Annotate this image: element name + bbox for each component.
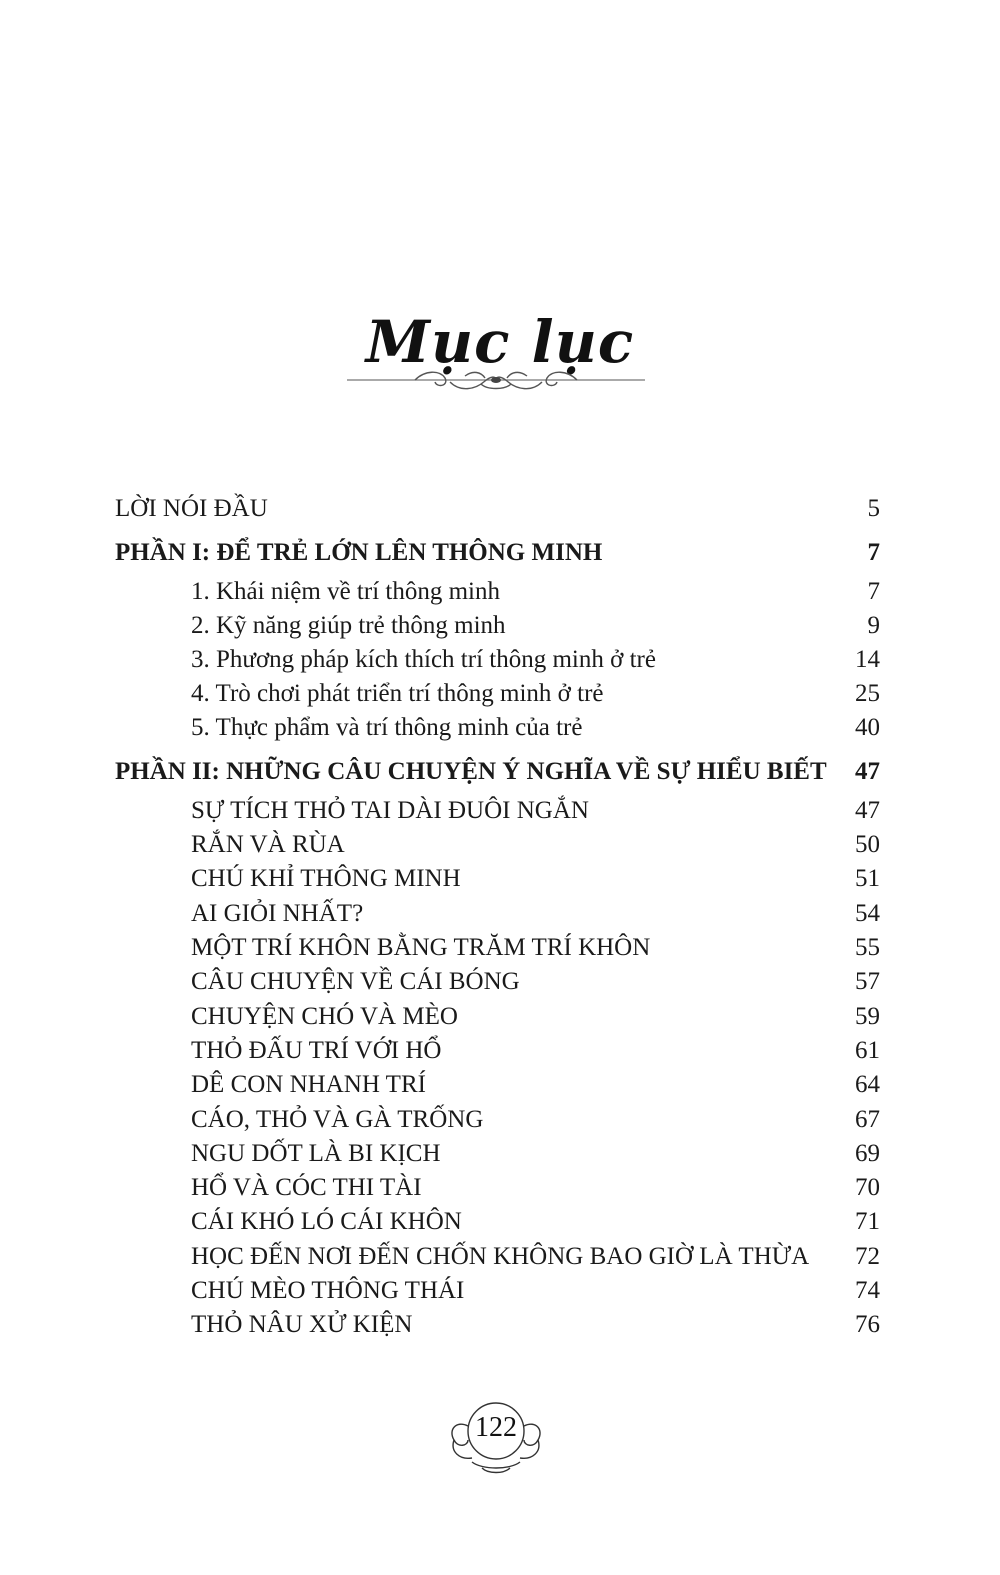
toc-entry-label: CHÚ MÈO THÔNG THÁI xyxy=(191,1277,465,1304)
toc-item-row[interactable] xyxy=(0,1240,1000,1274)
toc-item-row[interactable] xyxy=(0,1000,1000,1034)
toc-item-row[interactable] xyxy=(0,828,1000,862)
page-number: 122 xyxy=(475,1412,517,1443)
toc-page-number: 25 xyxy=(855,680,880,707)
toc-page-number: 55 xyxy=(855,934,880,961)
toc-item-row[interactable] xyxy=(0,931,1000,965)
toc-page-number: 50 xyxy=(855,831,880,858)
toc-page-number: 70 xyxy=(855,1174,880,1201)
toc-item-row[interactable] xyxy=(0,1171,1000,1205)
toc-page-number: 51 xyxy=(855,865,880,892)
toc-front-row[interactable] xyxy=(0,492,1000,526)
toc-entry-label: CHÚ KHỈ THÔNG MINH xyxy=(191,865,461,892)
toc-page-number: 76 xyxy=(855,1311,880,1338)
toc-part1-heading[interactable] xyxy=(0,536,1000,570)
toc-item-row[interactable] xyxy=(0,711,1000,745)
toc-item-row[interactable] xyxy=(0,1068,1000,1102)
page-title: Mục lục xyxy=(365,308,635,376)
toc-part-label: PHẦN I: ĐỂ TRẺ LỚN LÊN THÔNG MINH xyxy=(115,539,603,566)
toc-page-number: 69 xyxy=(855,1140,880,1167)
toc-page-number: 47 xyxy=(855,797,880,824)
toc-part-label: PHẦN II: NHỮNG CÂU CHUYỆN Ý NGHĨA VỀ SỰ HIỂU BIẾT xyxy=(115,758,827,785)
toc-page-number: 61 xyxy=(855,1037,880,1064)
toc-entry-label: 1. Khái niệm về trí thông minh xyxy=(191,578,500,605)
toc-entry-label: 3. Phương pháp kích thích trí thông minh ở trẻ xyxy=(191,646,656,673)
toc-item-row[interactable] xyxy=(0,897,1000,931)
toc-entry-label: RẮN VÀ RÙA xyxy=(191,831,345,858)
toc-page-number: 9 xyxy=(867,612,880,639)
toc-entry-label: LỜI NÓI ĐẦU xyxy=(115,495,268,522)
toc-item-row[interactable] xyxy=(0,677,1000,711)
toc-page-number: 57 xyxy=(855,968,880,995)
toc-entry-label: 2. Kỹ năng giúp trẻ thông minh xyxy=(191,612,506,639)
toc-item-row[interactable] xyxy=(0,1034,1000,1068)
toc-entry-label: MỘT TRÍ KHÔN BẰNG TRĂM TRÍ KHÔN xyxy=(191,934,651,961)
toc-page-number: 54 xyxy=(855,900,880,927)
toc-entry-label: CÂU CHUYỆN VỀ CÁI BÓNG xyxy=(191,968,520,995)
toc-item-row[interactable] xyxy=(0,794,1000,828)
toc-entry-label: SỰ TÍCH THỎ TAI DÀI ĐUÔI NGẮN xyxy=(191,797,589,824)
toc-item-row[interactable] xyxy=(0,965,1000,999)
toc-item-row[interactable] xyxy=(0,862,1000,896)
toc-page-number: 47 xyxy=(855,758,880,785)
toc-item-row[interactable] xyxy=(0,643,1000,677)
toc-item-row[interactable] xyxy=(0,1274,1000,1308)
toc-entry-label: AI GIỎI NHẤT? xyxy=(191,900,364,927)
toc-item-row[interactable] xyxy=(0,1103,1000,1137)
toc-entry-label: CÁO, THỎ VÀ GÀ TRỐNG xyxy=(191,1106,484,1133)
toc-page-number: 67 xyxy=(855,1106,880,1133)
toc-page-number: 64 xyxy=(855,1071,880,1098)
toc-item-row[interactable] xyxy=(0,1205,1000,1239)
toc-entry-label: HỔ VÀ CÓC THI TÀI xyxy=(191,1174,422,1201)
toc-item-row[interactable] xyxy=(0,1308,1000,1342)
toc-entry-label: 4. Trò chơi phát triển trí thông minh ở trẻ xyxy=(191,680,604,707)
toc-page-number: 5 xyxy=(867,495,880,522)
toc-entry-label: CÁI KHÓ LÓ CÁI KHÔN xyxy=(191,1208,462,1235)
toc-entry-label: THỎ ĐẤU TRÍ VỚI HỔ xyxy=(191,1037,442,1064)
toc-page-number: 72 xyxy=(855,1243,880,1270)
toc-entry-label: DÊ CON NHANH TRÍ xyxy=(191,1071,426,1098)
toc-page-number: 74 xyxy=(855,1277,880,1304)
toc-entry-label: 5. Thực phẩm và trí thông minh của trẻ xyxy=(191,714,583,741)
toc-page-number: 59 xyxy=(855,1003,880,1030)
toc-entry-label: NGU DỐT LÀ BI KỊCH xyxy=(191,1140,441,1167)
toc-entry-label: CHUYỆN CHÓ VÀ MÈO xyxy=(191,1003,458,1030)
toc-page-number: 7 xyxy=(867,539,880,566)
toc-page-number: 71 xyxy=(855,1208,880,1235)
toc-page-number: 40 xyxy=(855,714,880,741)
toc-page-number: 14 xyxy=(855,646,880,673)
toc-part2-heading[interactable] xyxy=(0,755,1000,789)
toc-item-row[interactable] xyxy=(0,575,1000,609)
toc-entry-label: HỌC ĐẾN NƠI ĐẾN CHỐN KHÔNG BAO GIỜ LÀ THỪA xyxy=(191,1243,810,1270)
toc-page-number: 7 xyxy=(867,578,880,605)
toc-entry-label: THỎ NÂU XỬ KIỆN xyxy=(191,1311,413,1338)
toc-item-row[interactable] xyxy=(0,609,1000,643)
toc-item-row[interactable] xyxy=(0,1137,1000,1171)
